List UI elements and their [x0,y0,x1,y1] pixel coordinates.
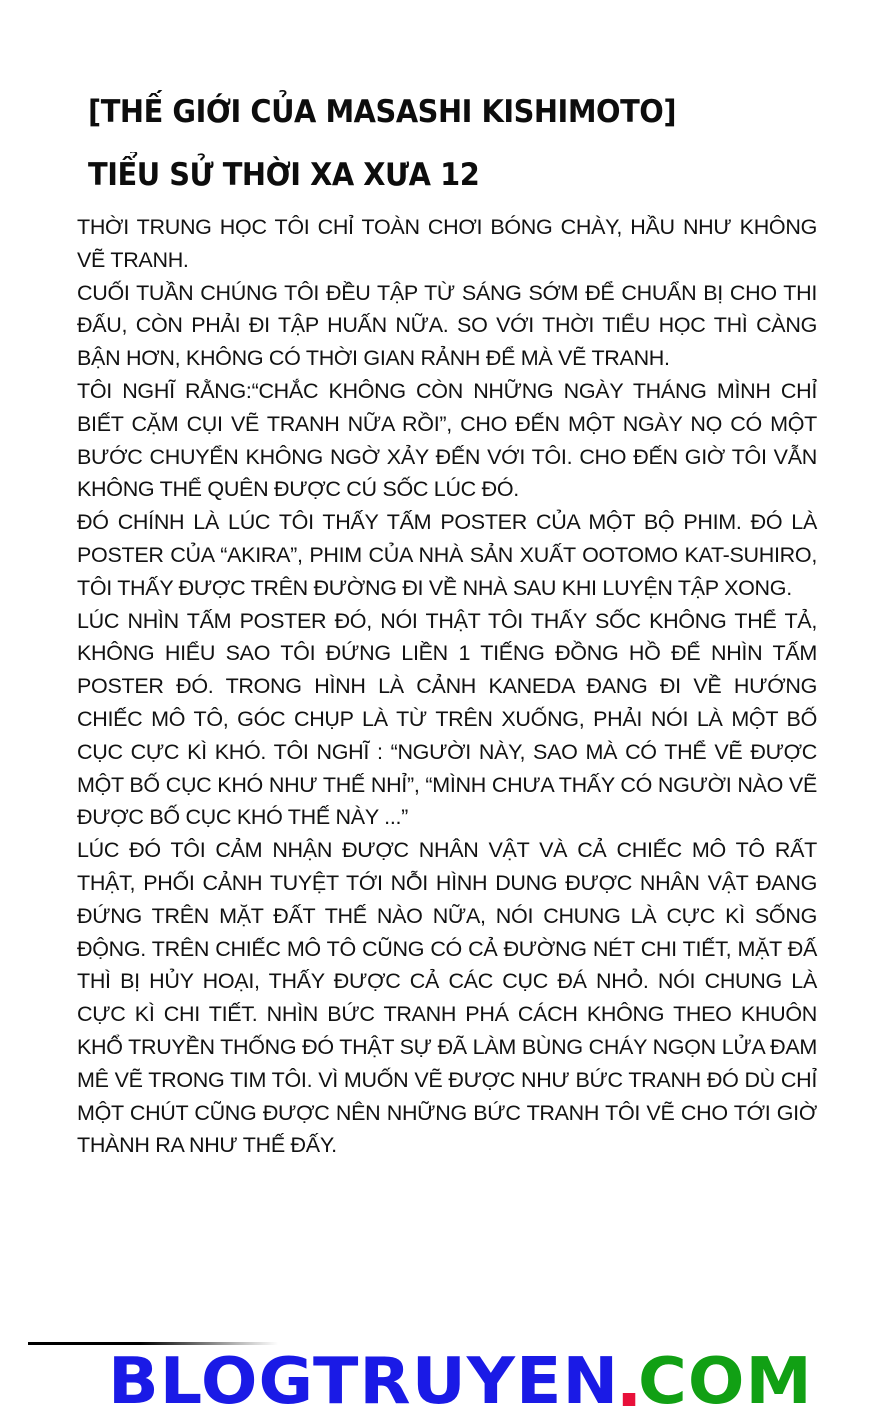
paragraph: ĐÓ CHÍNH LÀ LÚC TÔI THẤY TẤM POSTER CỦA MỘT BỘ PHIM. ĐÓ LÀ POSTER CỦA “AKIRA”, PHIM CỦA NHÀ SẢN XUẤT OOTOMO KAT-SUHIRO, TÔI THẤY ĐƯỢC TRÊN ĐƯỜNG ĐI VỀ NHÀ SAU KHI LUYỆN TẬP XONG. [77,510,817,600]
site-watermark-logo [108,1345,813,1419]
series-title: [THẾ GIỚI CỦA MASASHI KISHIMOTO] [88,94,677,130]
chapter-title: TIỂU SỬ THỜI XA XƯA 12 [88,157,480,193]
watermark-tld-text: COM [638,1345,813,1419]
paragraph: THỜI TRUNG HỌC TÔI CHỈ TOÀN CHƠI BÓNG CHÀY, HẦU NHƯ KHÔNG VẼ TRANH. [77,215,817,272]
watermark-dot-icon [622,1393,634,1406]
article-body [77,211,817,1162]
paragraph: LÚC NHÌN TẤM POSTER ĐÓ, NÓI THẬT TÔI THẤY SỐC KHÔNG THỂ TẢ, KHÔNG HIỂU SAO TÔI ĐỨNG LIỀN 1 TIẾNG ĐỒNG HỒ ĐỂ NHÌN TẤM POSTER ĐÓ. TRONG HÌNH LÀ CẢNH KANEDA ĐANG ĐI VỀ HƯỚNG CHIẾC MÔ TÔ, GÓC CHỤP LÀ TỪ TRÊN XUỐNG, PHẢI NÓI LÀ MỘT BỐ CỤC CỰC KÌ KHÓ. TÔI NGHĨ : “NGƯỜI NÀY, SAO MÀ CÓ THỂ VẼ ĐƯỢC MỘT BỐ CỤC KHÓ NHƯ THẾ NHỈ”, “MÌNH CHƯA THẤY CÓ NGƯỜI NÀO VẼ ĐƯỢC BỐ CỤC KHÓ THẾ NÀY ...” [77,608,817,830]
title-block [88,96,808,192]
paragraph: CUỐI TUẦN CHÚNG TÔI ĐỀU TẬP TỪ SÁNG SỚM ĐỂ CHUẨN BỊ CHO THI ĐẤU, CÒN PHẢI ĐI TẬP HUẤN NỮA. SO VỚI THỜI TIỂU HỌC THÌ CÀNG BẬN HƠN, KHÔNG CÓ THỜI GIAN RẢNH ĐỂ MÀ VẼ TRANH. [77,280,817,371]
paragraph: LÚC ĐÓ TÔI CẢM NHẬN ĐƯỢC NHÂN VẬT VÀ CẢ CHIẾC MÔ TÔ RẤT THẬT, PHỐI CẢNH TUYỆT TỚI NỖI HÌNH DUNG ĐƯỢC NHÂN VẬT ĐANG ĐỨNG TRÊN MẶT ĐẤT THẾ NÀO NỮA, NÓI CHUNG LÀ CỰC KÌ SỐNG ĐỘNG. TRÊN CHIẾC MÔ TÔ CŨNG CÓ CẢ ĐƯỜNG NÉT CHI TIẾT, MẶT ĐẤ THÌ BỊ HỦY HOẠI, THẤY ĐƯỢC CẢ CÁC CỤC ĐÁ NHỎ. NÓI CHUNG LÀ CỰC KÌ CHI TIẾT. NHÌN BỨC TRANH PHÁ CÁCH KHÔNG THEO KHUÔN KHỔ TRUYỀN THỐNG ĐÓ THẬT SỰ ĐÃ LÀM BÙNG CHÁY NGỌN LỬA ĐAM MÊ VẼ TRONG TIM TÔI. VÌ MUỐN VẼ ĐƯỢC NHƯ BỨC TRANH ĐÓ DÙ CHỈ MỘT CHÚT CŨNG ĐƯỢC NÊN NHỮNG BỨC TRANH TÔI VẼ CHO TỚI GIỜ THÀNH RA NHƯ THẾ ĐẤY. [77,838,817,1158]
paragraph: TÔI NGHĨ RẰNG:“CHẮC KHÔNG CÒN NHỮNG NGÀY THÁNG MÌNH CHỈ BIẾT CẶM CỤI VẼ TRANH NỮA RỒI”, CHO ĐẾN MỘT NGÀY NỌ CÓ MỘT BƯỚC CHUYỂN KHÔNG NGỜ XẢY ĐẾN VỚI TÔI. CHO ĐẾN GIỜ TÔI VẪN KHÔNG THỂ QUÊN ĐƯỢC CÚ SỐC LÚC ĐÓ. [77,378,817,502]
watermark-main-text: BLOGTRUYEN [108,1345,620,1419]
